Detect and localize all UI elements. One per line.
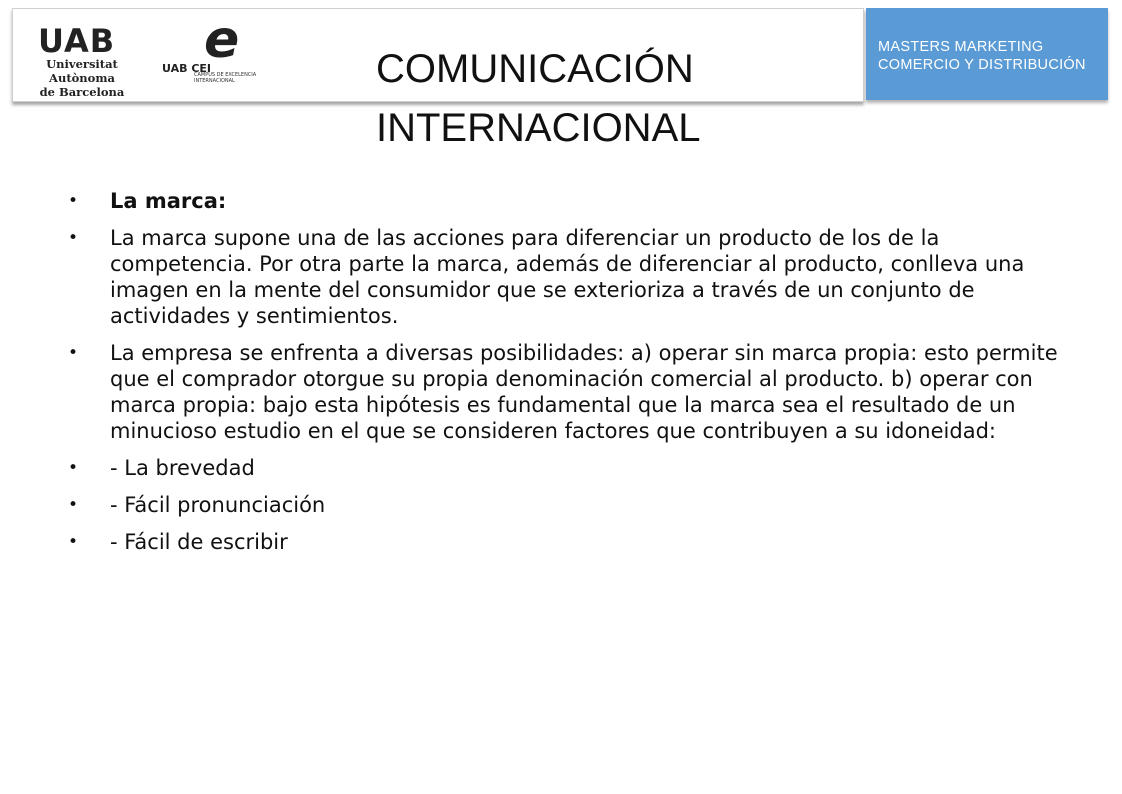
bullet-text: - Fácil pronunciación [110,493,326,517]
bullet-item [68,225,1058,329]
bullet-icon: • [68,532,79,552]
bullet-text: La marca: [110,189,227,213]
cei-logo-line1: CAMPUS DE EXCELENCIA [194,72,257,78]
masters-banner-text [878,38,1108,74]
bullet-text: La empresa se enfrenta a diversas posibilidades: a) operar sin marca propia: esto permite que el comprador otorgue su propia denominación comercial al producto. b) operar con marca propia: bajo esta hipótesis es fundamental que la marca sea el resultado de un minucioso estudio en el que se consideren factores que contribuyen a su idoneidad: [110,341,1058,443]
cei-logo [160,10,270,90]
bullet-item [68,340,1058,444]
slide-title [376,40,796,158]
cei-logo-subtitle [194,72,256,84]
uab-logo-line1: Universitat Autònoma [46,57,118,85]
uab-logo-subtitle [22,57,142,99]
bullet-icon: • [68,228,79,248]
uab-logo [22,22,142,99]
bullet-icon: • [68,191,79,211]
bullet-text: - Fácil de escribir [110,530,288,554]
uab-logo-word: UAB [38,22,116,60]
uab-logo-line2: de Barcelona [39,85,125,99]
cei-logo-letter: e [204,10,240,70]
bullet-item [68,455,1058,481]
slide-title-line2: INTERNACIONAL [376,106,701,150]
bullet-icon: • [68,495,79,515]
bullet-item [68,492,1058,518]
cei-logo-line2: INTERNACIONAL [194,78,235,84]
cei-logo-word: UAB CEI [162,62,212,75]
bullet-text: La marca supone una de las acciones para diferenciar un producto de los de la competencia. Por otra parte la marca, además de diferenciar al producto, conlleva una imagen en la mente del consumidor que se exterioriza a través de un conjunto de actividades y sentimientos. [110,226,1025,328]
slide-title-line1: COMUNICACIÓN [376,47,694,91]
bullet-text: - La brevedad [110,456,255,480]
bullet-item [68,529,1058,555]
masters-line1: MASTERS MARKETING [878,39,1044,55]
bullet-list [68,188,1058,566]
bullet-icon: • [68,458,79,478]
masters-line2: COMERCIO Y DISTRIBUCIÓN [878,57,1086,73]
bullet-icon: • [68,343,79,363]
bullet-item [68,188,1058,214]
